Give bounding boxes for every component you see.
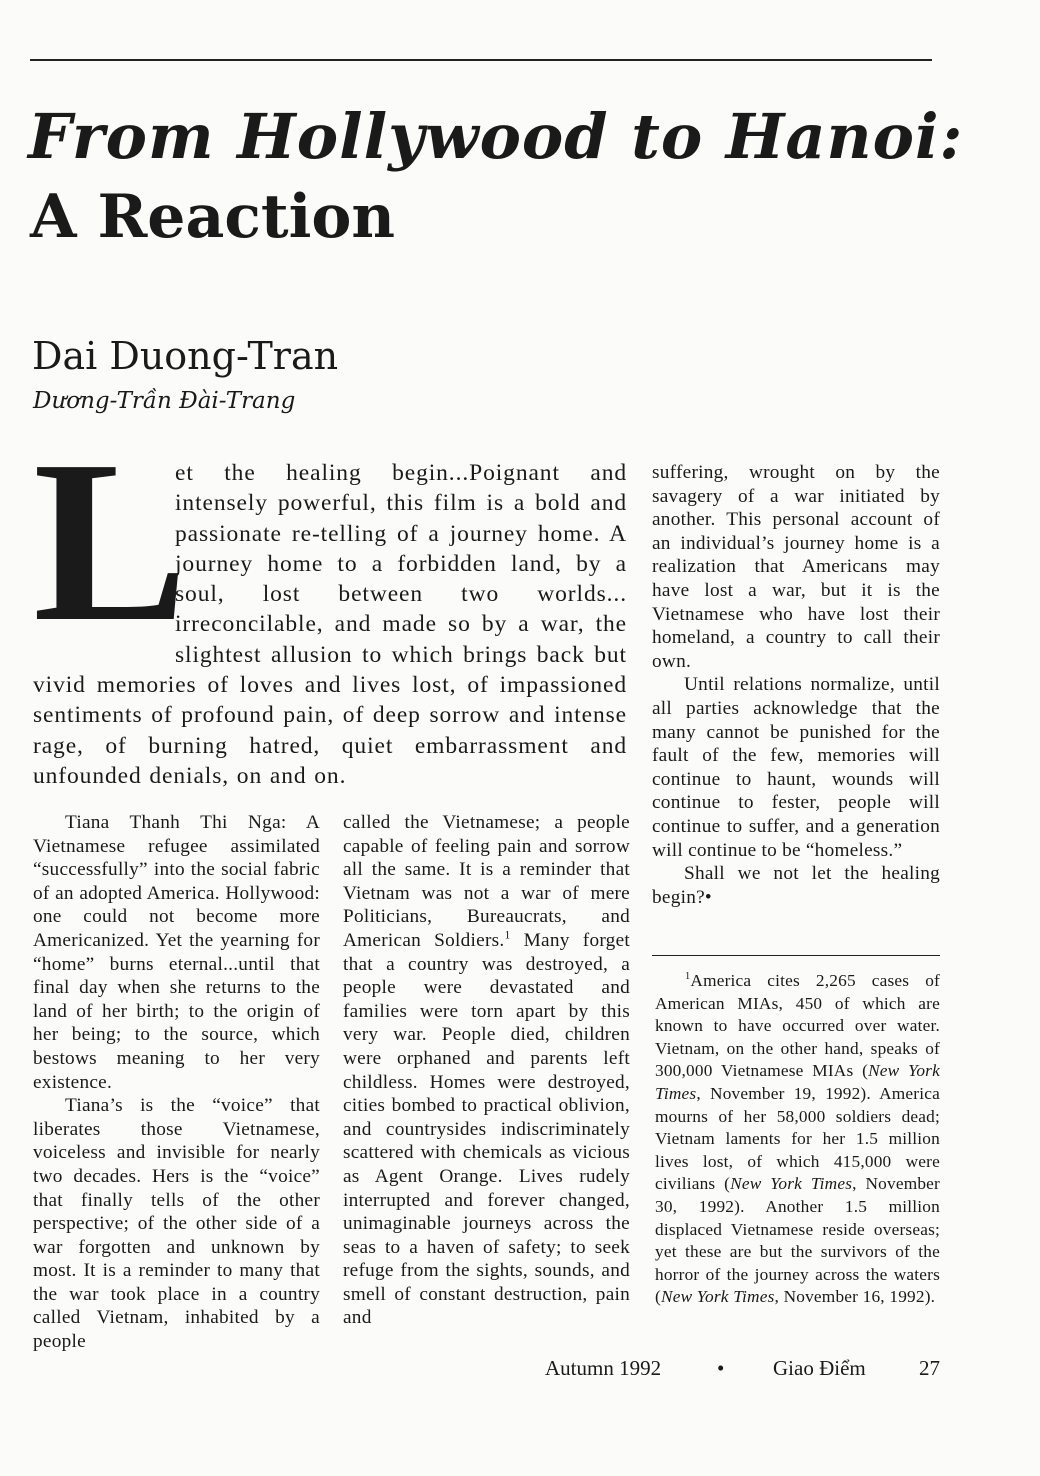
- article-title-line1: From Hollywood to Hanoi:: [28, 100, 964, 173]
- footer-publication: Giao Điểm: [773, 1356, 866, 1380]
- footer-separator: •: [717, 1356, 725, 1380]
- lead-paragraph: [33, 413, 627, 791]
- footnote-reference: 1: [504, 928, 511, 942]
- footnote: $^1$America cites 2,265 cases of American MIAs, 450 of which are known to have occurred over water. Vietnam, on the other hand, speaks of 300,000 Vietnamese MIAs (New York Times, November 19, 1992). America mourns of her 58,000 soldiers dead; Vietnam laments for her 1.5 million lives lost, of which 415,000 were civilians (New York Times, November 30, 1992). Another 1.5 million displaced Vietnamese reside overseas; yet these are but the survivors of the horror of the journey across the waters (New York Times, November 16, 1992).: [655, 971, 941, 1307]
- paragraph: Tiana Thanh Thi Nga: A Vietnamese refugee assimilated “successfully” into the social fabric of an adopted America. Hollywood: one could not become more Americanized. Yet the yearning for “home” burns eternal...until that final day when she returns to the land of her birth; to the origin of her being; to the source, which bestows meaning to her very existence.: [33, 812, 320, 1093]
- footer-issue: Autumn 1992: [545, 1356, 662, 1380]
- body-column-3: [652, 461, 940, 909]
- lead-text: et the healing begin...Poignant and intensely powerful, this film is a bold and passionate re-telling of a journey home. A journey home to a forbidden land, by a soul, lost between two worlds... irreconcilable, and made so by a war, the slightest allusion to which brings back but vivid memories of loves and lives lost, of impassioned sentiments of profound pain, of deep sorrow and intense rage, of burning hatred, quiet embarrassment and unfounded denials, on and on.: [33, 460, 627, 789]
- paragraph: Tiana’s is the “voice” that liberates those Vietnamese, voiceless and invisible for nearly two decades. Hers is the “voice” that finally tells of the other perspective; of the other side of a war forgotten and unknown by most. It is a reminder to many that the war took place in a country called Vietnam, inhabited by a people: [33, 1095, 320, 1353]
- paragraph: Shall we not let the healing begin?•: [652, 863, 940, 908]
- article-title-line2: A Reaction: [30, 182, 396, 252]
- top-rule: [30, 59, 932, 61]
- paragraph: called the Vietnamese; a people capable of feeling pain and sorrow all the same. It is a reminder that Vietnam was not a war of mere Politicians, Bureaucrats, and American Soldiers.$^1$ Many forget that a country was destroyed, a people were devastated and families were torn apart by this very war. People died, children were orphaned and parents left childless. Homes were destroyed, cities bombed to practical oblivion, and countrysides indiscriminately scattered with chemicals as vicious as Agent Orange. Lives rudely interrupted and forever changed, unimaginable journeys across the seas to a haven of safety; to seek refuge from the sights, sounds, and smell of constant destruction, pain and: [343, 812, 630, 1329]
- footnote-rule: [652, 955, 940, 956]
- paragraph: suffering, wrought on by the savagery of a war initiated by another. This personal account of an individual’s journey home is a realization that Americans may have lost a war, but it is the Vietnamese who have lost their homeland, a country to call their own.: [652, 462, 940, 672]
- page-number: 27: [919, 1356, 940, 1380]
- body-column-1: [33, 811, 320, 1354]
- paragraph: Until relations normalize, until all parties acknowledge that the many cannot be punished for the fault of the few, memories will continue to haunt, wounds will continue to fester, people will continue to suffer, and a generation will continue to be “homeless.”: [652, 674, 940, 861]
- author-name: Dai Duong-Tran: [32, 334, 339, 378]
- drop-cap: L: [33, 413, 189, 670]
- body-column-2: [343, 811, 630, 1330]
- author-name-vietnamese: Dương-Trần Đài-Trang: [33, 388, 296, 414]
